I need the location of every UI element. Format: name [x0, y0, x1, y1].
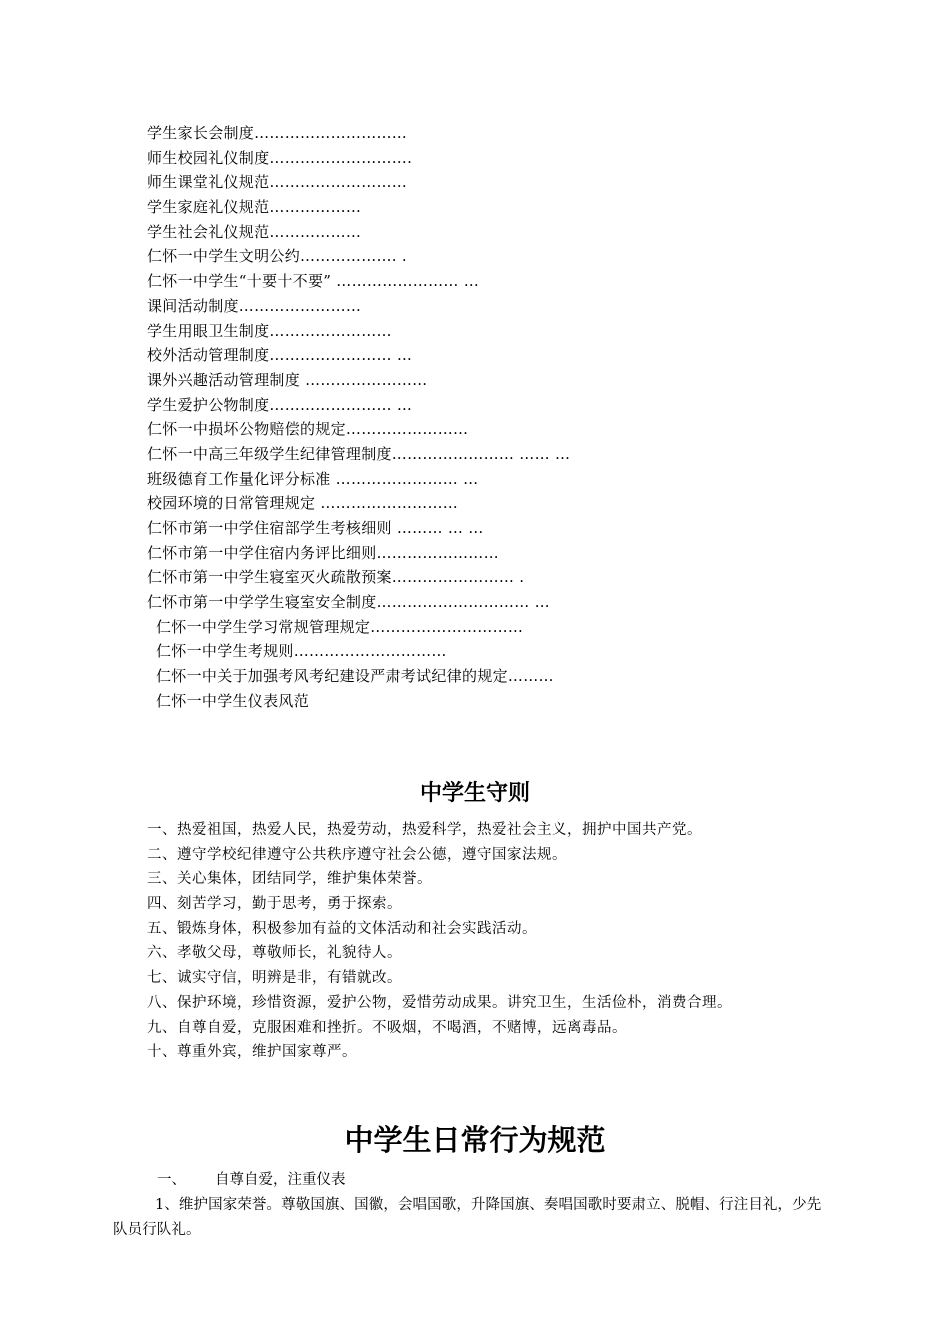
toc-item: 仁怀市第一中学住宿部学生考核细则 ……… … … — [147, 519, 484, 537]
rule-item: 十、尊重外宾，维护国家尊严。 — [147, 1044, 357, 1061]
toc-item: 仁怀一中关于加强考风考纪建设严肃考试纪律的规定……… — [156, 667, 554, 686]
toc-item: 仁怀一中高三年级学生纪律管理制度…………………… …… … — [147, 444, 571, 463]
toc-item: 校外活动管理制度…………………… … — [147, 346, 413, 365]
toc-item: 校园环境的日常管理规定 ……………………… — [147, 494, 459, 513]
rule-item: 一、热爱祖国，热爱人民，热爱劳动，热爱科学，热爱社会主义，拥护中国共产党。 — [147, 822, 702, 838]
toc-item: 学生家长会制度………………………… — [147, 124, 408, 142]
toc-item: 学生爱护公物制度…………………… … — [147, 395, 413, 414]
toc-item: 仁怀一中学生文明公约………………. . — [147, 247, 408, 266]
toc-item: 班级德育工作量化评分标准 …………………… … — [147, 469, 479, 488]
toc-item: 仁怀一中学生考规则………………………… — [156, 642, 447, 661]
toc-item: 仁怀一中学生“十要十不要” …………………… … — [147, 272, 480, 291]
rule-item: 七、诚实守信，明辨是非，有错就改。 — [147, 970, 402, 987]
section-title: 自尊自爱，注重仪表 — [215, 1172, 346, 1188]
toc-item: 学生家庭礼仪规范……………… — [147, 198, 362, 217]
section-heading — [157, 1168, 346, 1192]
rule-item: 二、遵守学校纪律遵守公共秩序遵守社会公德，遵守国家法规。 — [147, 846, 567, 863]
paragraph: 1、维护国家荣誉。尊敬国旗、国徽，会唱国歌，升降国旗、奏唱国歌时要肃立、脱帽、行注目礼，少先队员行队礼。 — [113, 1197, 822, 1238]
rule-item: 三、关心集体，团结同学，维护集体荣誉。 — [147, 871, 432, 888]
rule-item: 六、孝敬父母，尊敬师长，礼貌待人。 — [147, 945, 402, 962]
table-of-contents — [147, 121, 847, 714]
rule-item: 四、刻苦学习，勤于思考，勇于探索。 — [147, 896, 402, 913]
rule-item: 九、自尊自爱，克服困难和挫折。不吸烟，不喝酒，不赌博，远离毒品。 — [147, 1019, 627, 1036]
student-rules-list — [147, 818, 867, 1065]
toc-item: 仁怀市第一中学住宿内务评比细则…………………… — [147, 543, 499, 562]
rules-title: 中学生守则 — [419, 781, 530, 806]
toc-item: 学生社会礼仪规范……………… — [147, 222, 362, 241]
toc-item: 仁怀市第一中学学生寝室安全制度………………………… … — [147, 593, 550, 612]
toc-item: 学生用眼卫生制度…………………… — [147, 321, 392, 340]
toc-item: 仁怀市第一中学生寝室灭火疏散预案…………………… . — [147, 568, 525, 587]
toc-item: 师生校园礼仪制度………………………. — [147, 148, 413, 167]
toc-item: 仁怀一中损坏公物赔偿的规定…………………… — [147, 420, 469, 439]
toc-item: 仁怀一中学生仪表风范 — [156, 691, 310, 710]
rule-item: 八、保护环境，珍惜资源，爱护公物，爱惜劳动成果。讲究卫生，生活俭朴，消费合理。 — [147, 994, 732, 1011]
toc-item: 课间活动制度…………………… — [147, 296, 362, 315]
norms-title: 中学生日常行为规范 — [344, 1123, 606, 1157]
section-number: 一、 — [157, 1172, 186, 1188]
toc-item: 师生课堂礼仪规范……………………… — [147, 173, 408, 192]
toc-item: 课外兴趣活动管理制度 …………………… — [147, 370, 428, 389]
rule-item: 五、锻炼身体，积极参加有益的文体活动和社会实践活动。 — [147, 920, 537, 937]
toc-item: 仁怀一中学生学习常规管理规定………………………… — [156, 617, 524, 636]
